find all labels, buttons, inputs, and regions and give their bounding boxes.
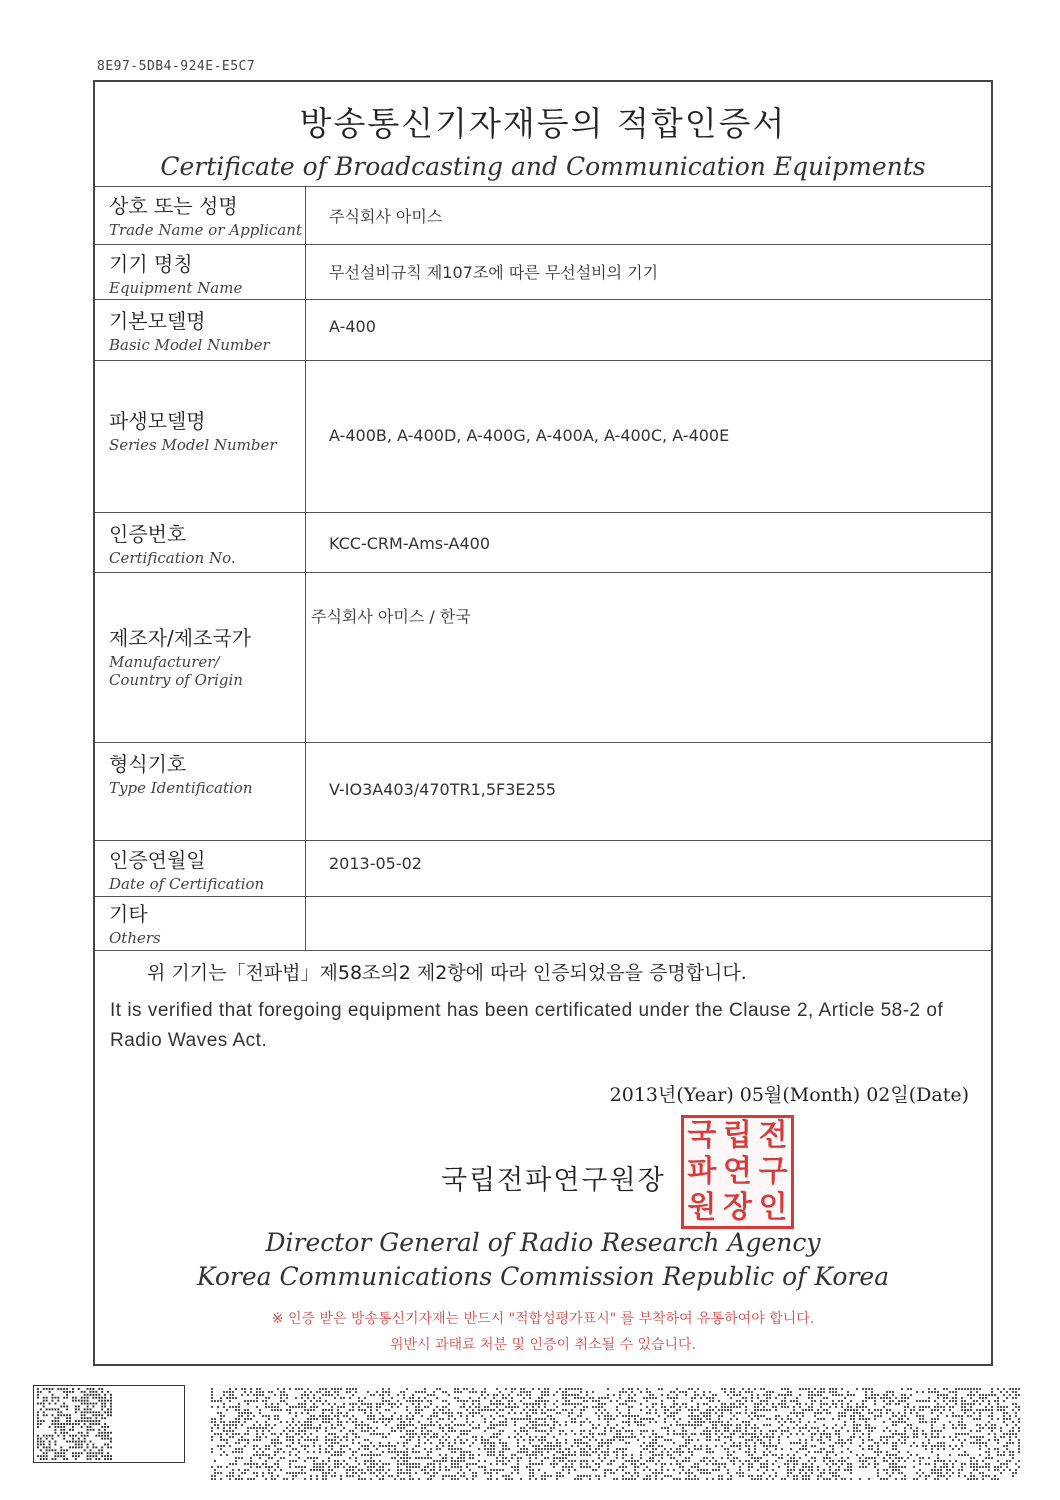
cert-date-label-ko: 인증연월일 — [109, 848, 206, 872]
series-model-label-en: Series Model Number — [109, 436, 277, 454]
basic-model-label-ko: 기본모델명 — [109, 309, 206, 333]
document-id: 8E97-5DB4-924E-E5C7 — [97, 59, 256, 74]
type-id-label — [109, 748, 252, 797]
row-divider — [95, 360, 991, 361]
official-seal — [681, 1115, 794, 1229]
row-divider — [95, 299, 991, 300]
equipment-name-value: 무선설비규칙 제107조에 따른 무선설비의 기기 — [329, 263, 659, 282]
seal-character: 파 — [687, 1154, 717, 1189]
others-label-en: Others — [109, 929, 161, 947]
type-id-label-en: Type Identification — [109, 779, 253, 797]
issue-date: 2013년(Year) 05월(Month) 02일(Date) — [609, 1084, 969, 1106]
row-divider — [95, 572, 991, 573]
cert-no-label-en: Certification No. — [109, 549, 236, 567]
notice-line-1: ※ 인증 받은 방송통신기자재는 반드시 "적합성평가표시" 를 부착하여 유통하여야 합니다. — [271, 1311, 815, 1327]
row-divider — [95, 244, 991, 245]
seal-character: 구 — [758, 1154, 788, 1189]
row-divider — [95, 896, 991, 897]
qr-code-graphic — [33, 1385, 185, 1463]
series-model-label-ko: 파생모델명 — [109, 409, 206, 433]
column-divider — [305, 186, 306, 950]
seal-character: 립 — [723, 1118, 752, 1153]
manufacturer-label-en-2: Country of Origin — [109, 671, 243, 689]
row-divider — [95, 840, 991, 841]
seal-character: 연 — [723, 1154, 752, 1189]
notice-line-2: 위반시 과태료 처분 및 인증이 취소될 수 있습니다. — [389, 1337, 697, 1353]
type-id-label-ko: 형식기호 — [109, 752, 187, 776]
seal-character: 전 — [758, 1118, 788, 1153]
equipment-name-label-ko: 기기 명칭 — [109, 252, 193, 276]
seal-character: 장 — [723, 1190, 752, 1225]
title-english: Certificate of Broadcasting and Communication Equipments — [160, 152, 926, 181]
row-divider — [95, 186, 991, 187]
row-divider — [95, 742, 991, 743]
manufacturer-label — [109, 622, 251, 689]
manufacturer-label-en-1: Manufacturer/ — [109, 653, 220, 671]
cert-no-label — [109, 518, 236, 567]
trade-name-value: 주식회사 아미스 — [329, 207, 443, 226]
statement-korean: 위 기기는「전파법」제58조의2 제2항에 따라 인증되었음을 증명합니다. — [147, 962, 747, 984]
trade-name-label-ko: 상호 또는 성명 — [109, 194, 238, 218]
statement-english: It is verified that foregoing equipment has been certificated under the Clause 2, Article 58-2 of Radio Waves Act. — [110, 1000, 944, 1051]
basic-model-label-en: Basic Model Number — [109, 336, 270, 354]
director-title-korean: 국립전파연구원장 — [441, 1165, 666, 1196]
row-divider — [95, 512, 991, 513]
cert-no-value: KCC-CRM-Ams-A400 — [329, 534, 491, 553]
series-model-value: A-400B, A-400D, A-400G, A-400A, A-400C, A-400E — [329, 426, 730, 445]
manufacturer-label-ko: 제조자/제조국가 — [109, 626, 251, 650]
seal-character: 인 — [758, 1190, 788, 1225]
others-label-ko: 기타 — [109, 902, 148, 926]
manufacturer-value: 주식회사 아미스 / 한국 — [311, 607, 471, 626]
barcode-pattern-graphic — [211, 1388, 1021, 1480]
cert-date-label — [109, 844, 264, 893]
equipment-name-label — [109, 248, 242, 297]
basic-model-value: A-400 — [329, 317, 376, 336]
title-korean: 방송통신기자재등의 적합인증서 — [299, 104, 787, 143]
type-id-value: V-IO3A403/470TR1,5F3E255 — [329, 780, 557, 799]
certificate-frame — [93, 80, 993, 1366]
trade-name-label-en: Trade Name or Applicant — [109, 221, 302, 239]
cert-date-value: 2013-05-02 — [329, 854, 422, 873]
seal-character: 국 — [687, 1118, 717, 1153]
agency-name-english: Korea Communications Commission Republic of Korea — [196, 1262, 890, 1291]
equipment-name-label-en: Equipment Name — [109, 279, 243, 297]
seal-character: 원 — [687, 1190, 717, 1225]
cert-no-label-ko: 인증번호 — [109, 522, 187, 546]
cert-date-label-en: Date of Certification — [109, 875, 265, 893]
others-label — [109, 898, 161, 947]
basic-model-label — [109, 305, 270, 354]
trade-name-label — [109, 190, 302, 239]
row-divider — [95, 950, 991, 951]
series-model-label — [109, 405, 277, 454]
director-title-english: Director General of Radio Research Agency — [265, 1228, 821, 1257]
